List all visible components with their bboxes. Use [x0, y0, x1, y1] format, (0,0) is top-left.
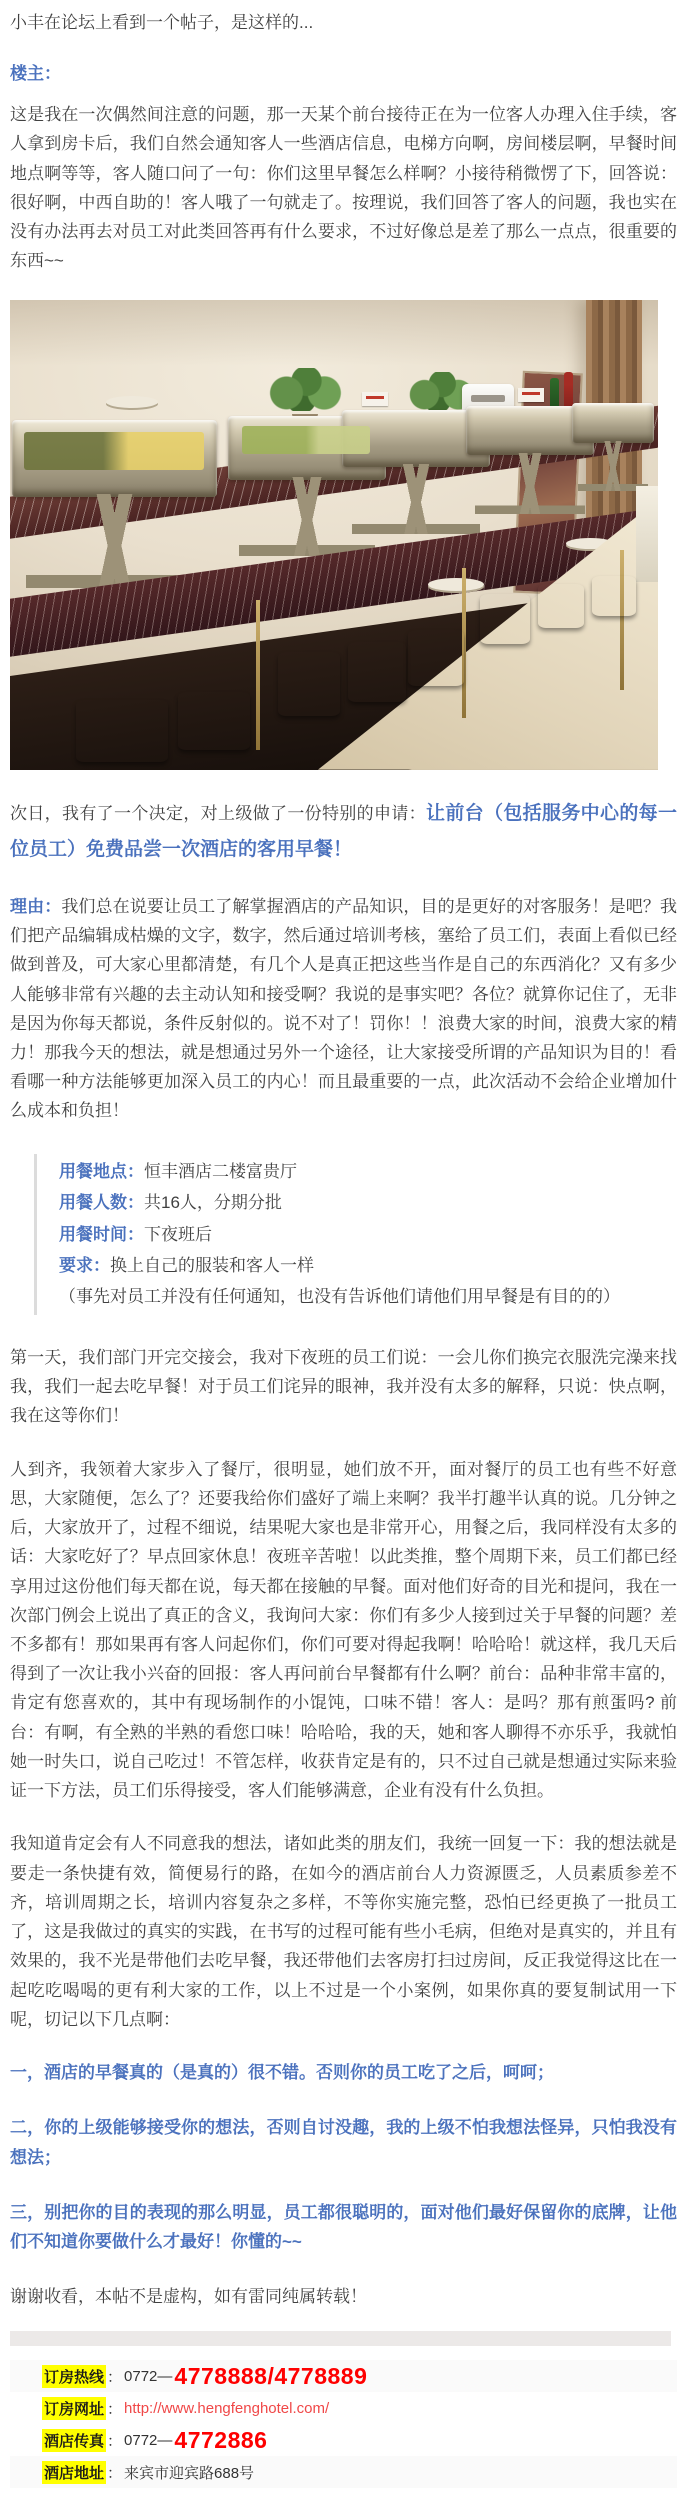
address-value: 来宾市迎宾路688号	[124, 2464, 255, 2482]
photo-side-table	[636, 486, 658, 582]
paragraph-2-highlight: 让前台（包括服务中心的每一位员工）免费品尝一次酒店的客用早餐！	[10, 802, 677, 860]
photo-plate-stack	[408, 630, 464, 686]
meal-details-block	[34, 1154, 677, 1315]
reason-label: 理由：	[10, 896, 62, 916]
detail-row-location	[59, 1156, 677, 1187]
photo-plate	[106, 396, 158, 408]
detail-label: 用餐人数：	[59, 1193, 144, 1213]
detail-value: 恒丰酒店二楼富贵厅	[144, 1161, 297, 1181]
paragraph-2	[10, 796, 677, 868]
paragraph-1: 这是我在一次偶然间注意的问题，那一天某个前台接待正在为一位客人办理入住手续，客人拿到房卡后，我们自然会通知客人一些酒店信息，电梯方向啊，房间楼层啊，早餐时间地点啊等等，客人随口问了一句：你们这里早餐怎么样啊？小接待稍微愣了下，回答说：很好啊，中西自助的！客人哦了一句就走了。按理说，我们回答了客人的问题，我也实在没有办法再去对员工对此类回答再有什么要求，不过好像总是差了那么一点点，很重要的东西~~	[10, 105, 677, 271]
detail-label: 要求：	[59, 1256, 110, 1276]
label-colon: ：	[107, 2368, 123, 2386]
fax-area-code: 0772—	[124, 2431, 173, 2449]
photo-plate-stack	[178, 692, 250, 750]
detail-value: 下夜班后	[144, 1224, 212, 1244]
detail-note: （事先对员工并没有任何通知，也没有告诉他们请他们用早餐是有目的的）	[59, 1287, 620, 1307]
detail-row-requirement	[59, 1250, 677, 1281]
footer-row-website	[10, 2392, 677, 2424]
website-label: 订房网址	[42, 2397, 106, 2420]
photo-food-tray	[24, 432, 204, 470]
paragraph-5: 我知道肯定会有人不同意我的想法，诸如此类的朋友们，我统一回复一下：我的想法就是要走一条快捷有效，简便易行的路，在如今的酒店前台人力资源匮乏，人员素质参差不齐，培训周期之长，培训内容复杂之多样，不等你实施完整，恐怕已经更换了一批员工了，这是我做过的真实的实践，在书写的过程可能有些小毛病，但绝对是真实的，并且有效果的，我不光是带他们去吃早餐，我还带他们去客房打扫过房间，反正我觉得这比在一起吃吃喝喝的更有利大家的工作，以上不过是一个小案例，如果你真的要复制试用一下呢，切记以下几点啊：	[10, 1834, 677, 2029]
advice-point-3: 三，别把你的目的表现的那么明显，员工都很聪明的，面对他们最好保留你的底牌，让他们不知道你要做什么才最好！你懂的~~	[10, 2202, 677, 2251]
detail-label: 用餐地点：	[59, 1161, 144, 1181]
advice-points	[10, 2058, 677, 2256]
photo-shelf-post	[620, 550, 624, 690]
reason-paragraph	[10, 892, 677, 1126]
paragraph-2-prefix: 次日，我有了一个决定，对上级做了一份特别的申请：	[10, 803, 426, 823]
photo-plate-stack	[76, 700, 168, 762]
detail-row-headcount	[59, 1187, 677, 1218]
photo-food-label-card	[362, 392, 388, 406]
photo-plate-stack	[480, 594, 530, 644]
fax-number: 4772886	[174, 2426, 268, 2453]
detail-row-time	[59, 1219, 677, 1250]
post-author-label: 楼主：	[10, 64, 61, 84]
photo-plate	[428, 578, 484, 591]
paragraph-4: 人到齐，我领着大家步入了餐厅，很明显，她们放不开，面对餐厅的员工也有些不好意思，大家随便，怎么了？还要我给你们盛好了端上来啊？我半打趣半认真的说。几分钟之后，大家放开了，过程不细说，结果呢大家也是非常开心，用餐之后，我同样没有太多的话：大家吃好了？早点回家休息！夜班辛苦啦！以此类推，整个周期下来，员工们都已经享用过这份他们每天都在说，每天都在接触的早餐。面对他们好奇的目光和提问，我在一次部门例会上说出了真正的含义，我询问大家：你们有多少人接到过关于早餐的问题？差不多都有！那如果再有客人问起你们，你们可要对得起我啊！哈哈哈！就这样，我几天后得到了一次让我小兴奋的回报：客人再问前台早餐都有什么啊？前台：品种非常丰富的，肯定有您喜欢的，其中有现场制作的小馄饨，口味不错！客人：是吗？那有煎蛋吗? 前台：有啊，有全熟的半熟的看您口味！哈哈哈，我的天，她和客人聊得不亦乐乎，我就怕她一时失口，说自己吃过！不管怎样，收获肯定是有的，只不过自己就是想通过实际来验证一下方法，员工们乐得接受，客人们能够满意，企业有没有什么负担。	[10, 1459, 677, 1801]
address-label: 酒店地址	[42, 2461, 106, 2484]
photo-shelf-post	[256, 600, 260, 750]
photo-plate-stack	[592, 576, 636, 616]
reason-text: 我们总在说要让员工了解掌握酒店的产品知识，目的是更好的对客服务！是吧？我们把产品编辑成枯燥的文字，数字，然后通过培训考核，塞给了员工们，表面上看似已经做到普及，可大家心里都清楚，有几个人是真正把这些当作是自己的东西消化？又有多少人能够非常有兴趣的去主动认知和接受啊？我说的是事实吧？各位？就算你记住了，无非是因为你每天都说，条件反射似的。说不对了！罚你！！浪费大家的时间，浪费大家的精力！那我今天的想法，就是想通过另外一个途径，让大家接受所谓的产品知识为目的！看看哪一种方法能够更加深入员工的内心！而且最重要的一点，此次活动不会给企业增加什么成本和负担！	[10, 896, 678, 1121]
hotline-area-code: 0772—	[124, 2367, 173, 2385]
hotline-label: 订房热线	[42, 2365, 106, 2388]
label-colon: ：	[107, 2432, 123, 2450]
advice-point-1: 一，酒店的早餐真的（是真的）很不错。否则你的员工吃了之后，呵呵；	[10, 2063, 554, 2083]
buffet-photo	[10, 300, 658, 770]
hotline-number: 4778888/4778889	[174, 2362, 368, 2389]
photo-plate-stack	[348, 642, 406, 702]
paragraph-3: 第一天，我们部门开完交接会，我对下夜班的员工们说：一会儿你们换完衣服洗完澡来找我，我们一起去吃早餐！对于员工们诧异的眼神，我并没有太多的解释，只说：快点啊，我在这等你们！	[10, 1347, 677, 1426]
label-colon: ：	[107, 2464, 123, 2482]
website-link[interactable]: http://www.hengfenghotel.com/	[124, 2399, 330, 2417]
label-colon: ：	[107, 2400, 123, 2418]
footer-row-address	[10, 2456, 677, 2488]
photo-food-tray	[242, 426, 370, 454]
closing-text: 谢谢收看，本帖不是虚构，如有雷同纯属转载！	[10, 2287, 367, 2307]
photo-plate-stack	[278, 652, 340, 716]
detail-label: 用餐时间：	[59, 1224, 144, 1244]
advice-point-2: 二，你的上级能够接受你的想法，否则自讨没趣，我的上级不怕我想法怪异，只怕我没有想法；	[10, 2118, 677, 2167]
footer-row-fax	[10, 2424, 677, 2456]
footer-row-hotline	[10, 2360, 677, 2392]
photo-chafing-dish	[572, 403, 654, 491]
section-divider	[10, 2331, 671, 2346]
intro-text: 小丰在论坛上看到一个帖子，是这样的...	[10, 13, 314, 32]
detail-value: 共16人，分期分批	[144, 1193, 282, 1213]
detail-value: 换上自己的服装和客人一样	[110, 1256, 314, 1276]
bottom-spacer	[10, 2488, 677, 2497]
photo-plate-stack	[538, 584, 584, 628]
photo-food-label-card	[518, 388, 544, 402]
fax-label: 酒店传真	[42, 2429, 106, 2452]
